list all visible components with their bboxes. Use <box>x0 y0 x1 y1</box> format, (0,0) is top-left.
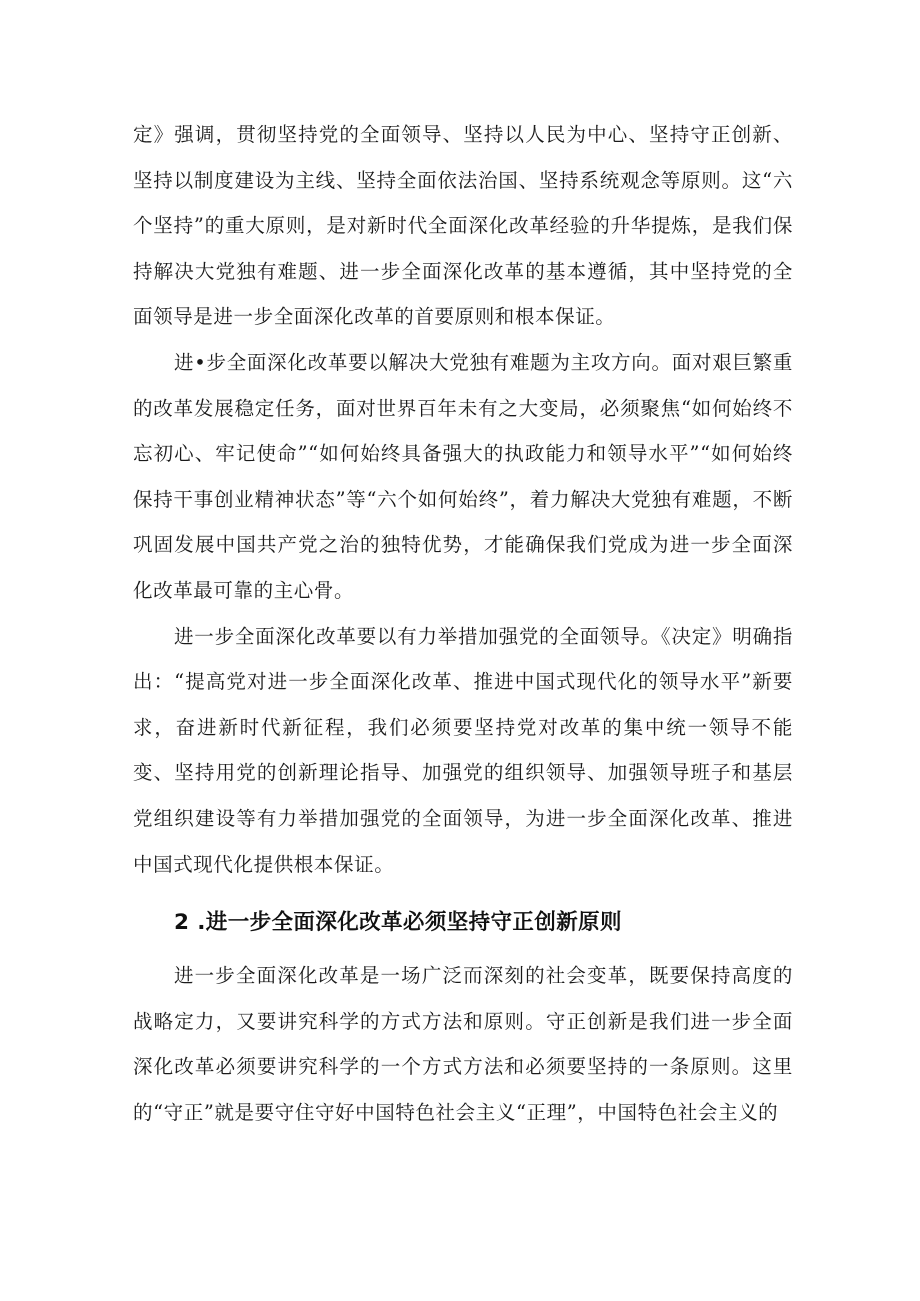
section-heading: 2 .进一步全面深化改革必须坚持守正创新原则 <box>174 910 622 936</box>
paragraph-upholding-integrity: 进一步全面深化改革是一场广泛而深刻的社会变革，既要保持高度的战略定力，又要讲究科学的方式方法和原则。守正创新是我们进一步全面深化改革必须要讲究科学的一个方式方法和必须要坚持的一条原则。这里的“守正”就是要守住守好中国特色社会主义“正理”，中国特色社会主义的 <box>133 964 793 1124</box>
paragraph-strengthen-leadership: 进一步全面深化改革要以有力举措加强党的全面领导。《决定》明确指出：“提高党对进一步全面深化改革、推进中国式现代化的领导水平”新要求，奋进新时代新征程，我们必须要坚持党对改革的集中统一领导不能变、坚持用党的创新理论指导、加强党的组织领导、加强领导班子和基层党组织建设等有力举措加强党的全面领导，为进一步全面深化改革、推进中国式现代化提供根本保证。 <box>133 624 793 876</box>
paragraph-major-problems: 进•步全面深化改革要以解决大党独有难题为主攻方向。面对艰巨繁重的改革发展稳定任务，面对世界百年未有之大变局，必须聚焦“如何始终不忘初心、牢记使命”“如何始终具备强大的执政能力和领导水平”“如何始终保持干事创业精神状态”等“六个如何始终”，着力解决大党独有难题，不断巩固发展中国共产党之治的独特优势，才能确保我们党成为进一步全面深化改革最可靠的主心骨。 <box>133 350 793 602</box>
paragraph-continued-intro: 定》强调，贯彻坚持党的全面领导、坚持以人民为中心、坚持守正创新、坚持以制度建设为主线、坚持全面依法治国、坚持系统观念等原则。这“六个坚持”的重大原则，是对新时代全面深化改革经验的升华提炼，是我们保持解决大党独有难题、进一步全面深化改革的基本遵循，其中坚持党的全面领导是进一步全面深化改革的首要原则和根本保证。 <box>133 123 793 329</box>
document-body <box>133 112 793 1135</box>
